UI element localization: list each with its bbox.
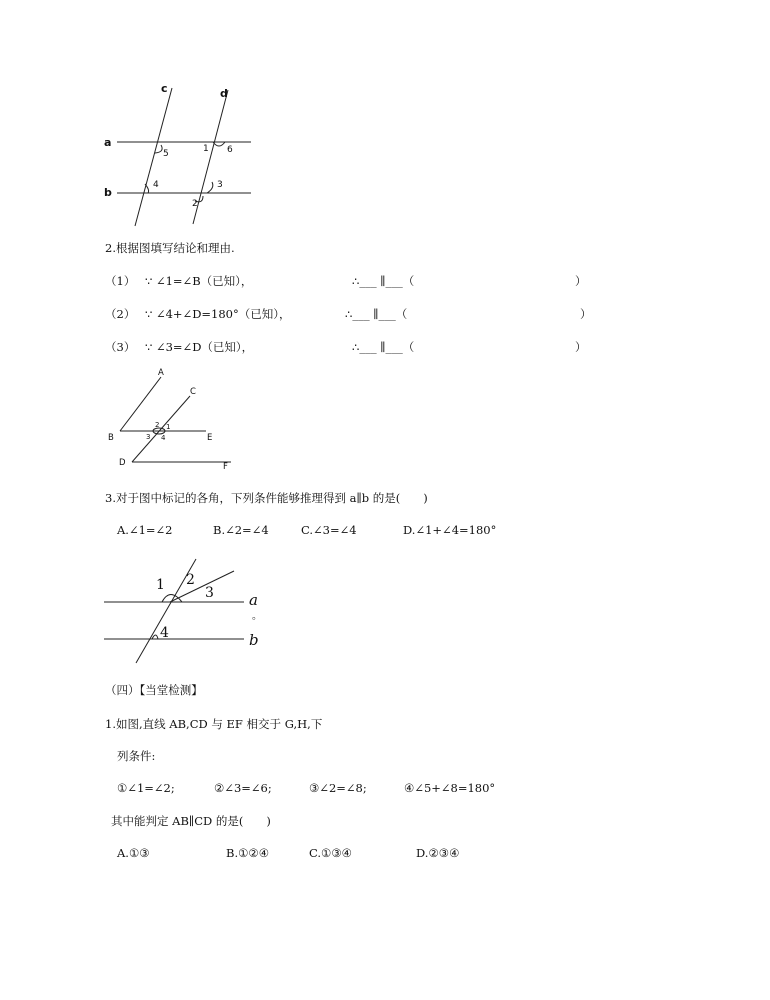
label-1: 1 [156,577,165,593]
label-1: 1 [166,423,171,431]
q2-item-2-condition: ∵ ∠4+∠D=180°（已知）， [145,307,291,321]
line-DC [132,396,190,462]
label-4: 4 [161,434,166,442]
label-E: E [207,433,213,443]
label-2: 2 [192,199,198,209]
q4-option-c: C.①③④ [309,846,352,860]
q2-item-3-close: ） [575,340,587,354]
q2-item-1-close: ） [575,274,587,288]
label-b: b [104,186,112,199]
figure-1-parallel-lines [95,80,265,230]
label-B: B [108,433,114,443]
label-3: 3 [146,433,151,441]
label-C: C [190,387,196,397]
section-4-heading: （四）【当堂检测】 [105,683,203,697]
label-A: A [158,368,164,378]
label-a: a [104,136,112,149]
q2-item-1-num: （1） [105,274,136,288]
q4-option-a: A.①③ [117,846,150,860]
q4-option-b: B.①②④ [226,846,270,860]
angle-arc-4 [152,635,158,639]
q2-item-3-condition: ∵ ∠3=∠D（已知）， [145,340,254,354]
angle-arc-3 [207,182,213,193]
label-F: F [223,462,228,472]
q3-option-c: C.∠3=∠4 [301,523,357,537]
label-3: 3 [217,180,223,190]
q3-option-a: A.∠1=∠2 [117,523,173,537]
q2-title: 2.根据图填写结论和理由. [105,241,235,255]
q4-line-1: 1.如图,直线 AB,CD 与 EF 相交于 G,H,下 [105,717,323,731]
q4-condition-3: ③∠2=∠8; [309,781,367,795]
q4-line-2: 列条件: [117,749,156,763]
q2-item-1-condition: ∵ ∠1=∠B（已知）， [145,274,253,288]
label-2: 2 [155,421,160,429]
label-6: 6 [227,145,233,155]
q2-item-2-close: ） [580,307,592,321]
label-c: c [161,82,168,95]
label-b: b [249,631,259,649]
line-d [193,90,228,224]
label-dot: 。 [252,611,262,622]
label-D: D [119,458,126,468]
label-2: 2 [186,572,195,588]
label-d: d [220,87,228,100]
label-4: 4 [160,625,169,641]
q4-condition-2: ②∠3=∠6; [214,781,272,795]
q2-item-1-conclusion: ∴___ ∥___（ [352,274,415,288]
q3-option-d: D.∠1+∠4=180° [403,523,497,537]
q4-condition-4: ④∠5+∠8=180° [404,781,496,795]
q4-question: 其中能判定 AB∥CD 的是( ) [111,814,271,828]
label-a: a [249,591,258,609]
label-4: 4 [153,180,159,190]
q2-item-3-num: （3） [105,340,136,354]
figure-2-parallel-lines [100,365,245,473]
label-3: 3 [205,585,214,601]
figure-3-parallel-lines [100,555,270,665]
angle-arc-1-6 [213,142,225,146]
q3-title: 3.对于图中标记的各角，下列条件能够推理得到 a∥b 的是( ) [105,491,428,505]
label-1: 1 [203,144,209,154]
q4-option-d: D.②③④ [416,846,460,860]
q2-item-2-num: （2） [105,307,136,321]
q3-option-b: B.∠2=∠4 [213,523,269,537]
label-5: 5 [163,149,169,159]
q4-condition-1: ①∠1=∠2; [117,781,175,795]
q2-item-3-conclusion: ∴___ ∥___（ [352,340,415,354]
q2-item-2-conclusion: ∴___ ∥___（ [345,307,408,321]
